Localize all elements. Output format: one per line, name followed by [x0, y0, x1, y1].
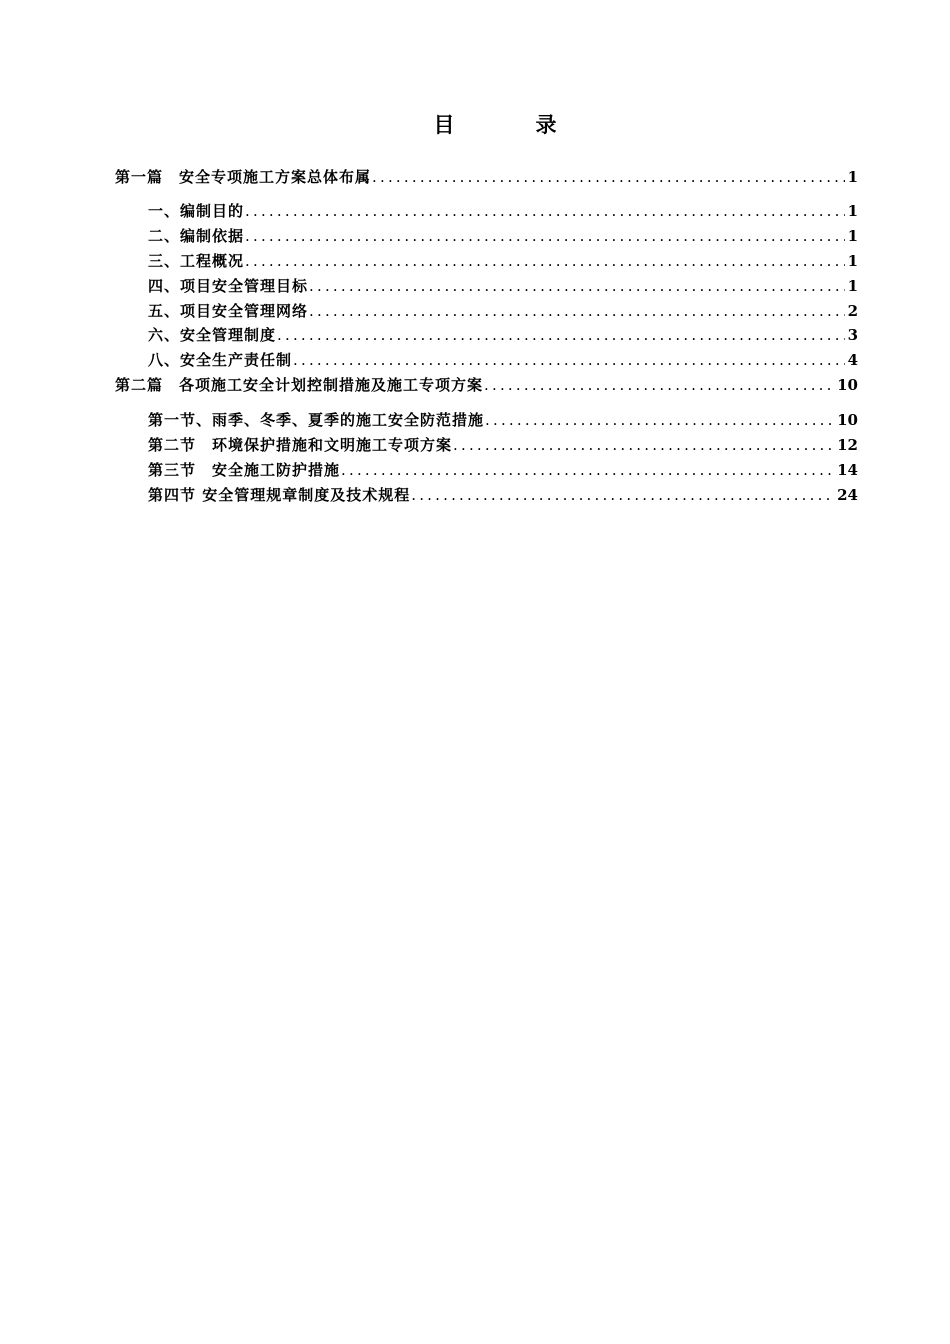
toc-entry-section[interactable] [148, 434, 858, 456]
toc-dot-leader [245, 250, 845, 272]
toc-entry-text: 六、安全管理制度 [148, 326, 277, 344]
toc-dot-leader [341, 459, 834, 481]
toc-dot-leader [372, 166, 845, 188]
toc-entry-page: 4 [847, 351, 858, 369]
toc-entry-section[interactable] [148, 225, 858, 247]
toc-dot-leader [245, 225, 845, 247]
toc-dot-leader [485, 409, 834, 431]
toc-entry-section[interactable] [148, 459, 858, 481]
toc-dot-leader [293, 349, 845, 371]
toc-entry-text: 三、工程概况 [148, 252, 245, 270]
toc-dot-leader [277, 324, 845, 346]
toc-entry-page: 24 [837, 486, 858, 504]
toc-entry-text: 第三节 安全施工防护措施 [148, 461, 341, 479]
toc-entry-page: 14 [837, 461, 858, 479]
toc-dot-leader [309, 300, 845, 322]
toc-entry-page: 1 [847, 227, 858, 245]
toc-entry-page: 10 [837, 411, 858, 429]
toc-entry-part-2[interactable] [115, 374, 858, 396]
toc-dot-leader [453, 434, 834, 456]
toc-entry-section[interactable] [148, 324, 858, 346]
toc-entry-page: 12 [837, 436, 858, 454]
toc-entry-section[interactable] [148, 349, 858, 371]
toc-entry-page: 10 [837, 376, 858, 394]
toc-entry-page: 1 [847, 277, 858, 295]
toc-entry-section[interactable] [148, 200, 858, 222]
toc-entry-page: 2 [847, 302, 858, 320]
toc-entry-text: 二、编制依据 [148, 227, 245, 245]
toc-entry-text: 第二节 环境保护措施和文明施工专项方案 [148, 436, 453, 454]
toc-dot-leader [411, 484, 834, 506]
toc-entry-part-1[interactable] [115, 166, 858, 188]
toc-dot-leader [245, 200, 845, 222]
toc-entry-text: 八、安全生产责任制 [148, 351, 293, 369]
toc-title: 目 录 [433, 112, 587, 137]
toc-entry-section[interactable] [148, 275, 858, 297]
toc-entry-text: 第二篇 各项施工安全计划控制措施及施工专项方案 [115, 376, 484, 394]
toc-entry-section[interactable] [148, 409, 858, 431]
toc-entry-section[interactable] [148, 250, 858, 272]
toc-entry-text: 第四节 安全管理规章制度及技术规程 [148, 486, 411, 504]
toc-entry-section[interactable] [148, 484, 858, 506]
toc-entry-text: 第一篇 安全专项施工方案总体布属 [115, 168, 372, 186]
toc-dot-leader [484, 374, 834, 396]
toc-entry-text: 第一节、雨季、冬季、夏季的施工安全防范措施 [148, 411, 485, 429]
toc-dot-leader [309, 275, 845, 297]
toc-entry-text: 四、项目安全管理目标 [148, 277, 309, 295]
toc-entry-text: 一、编制目的 [148, 202, 245, 220]
toc-entry-page: 3 [847, 326, 858, 344]
toc-entry-page: 1 [847, 202, 858, 220]
toc-entry-page: 1 [847, 252, 858, 270]
toc-entry-section[interactable] [148, 300, 858, 322]
toc-entry-text: 五、项目安全管理网络 [148, 302, 309, 320]
toc-entry-page: 1 [847, 168, 858, 186]
